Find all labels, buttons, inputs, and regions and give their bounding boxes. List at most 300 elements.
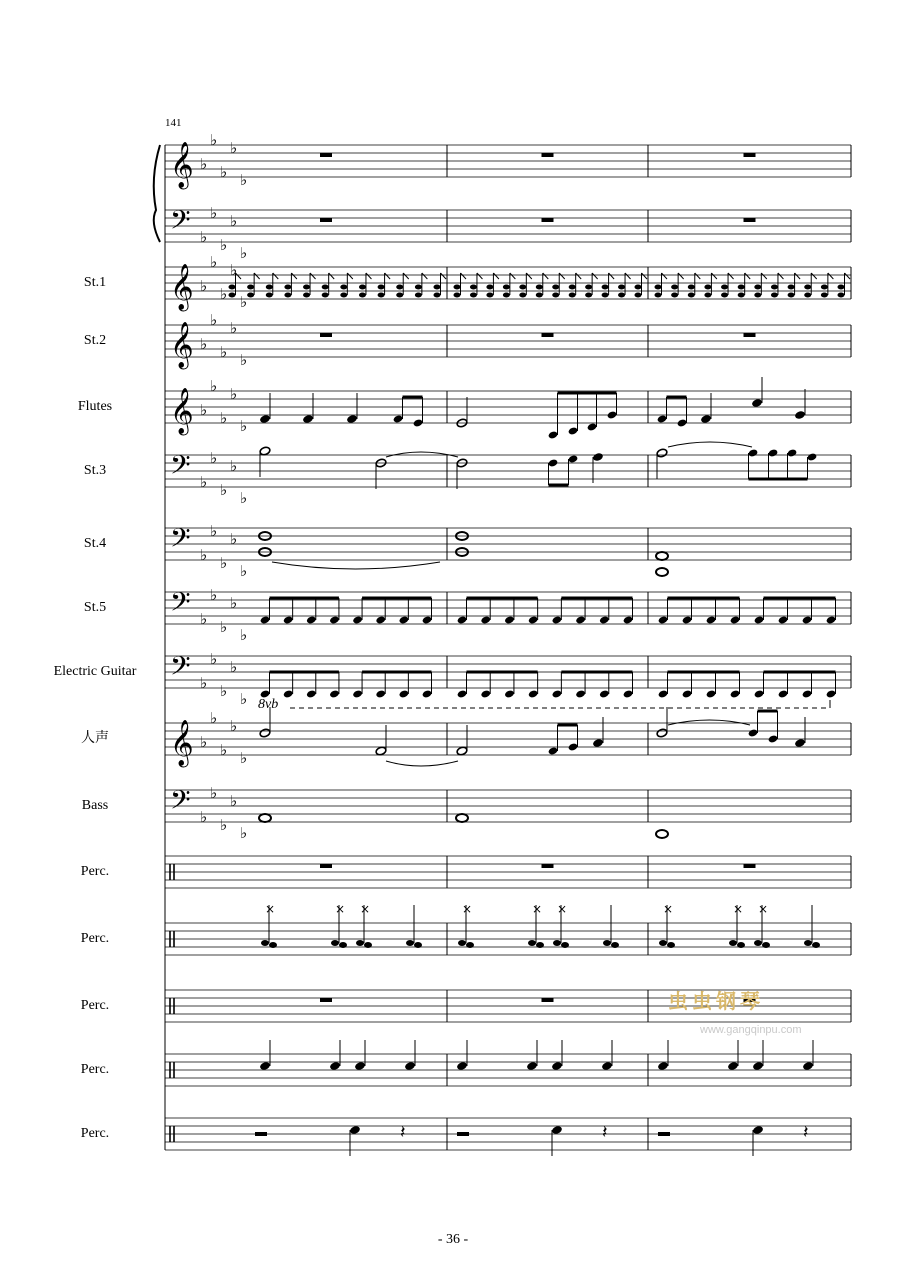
chord-note <box>470 293 477 298</box>
note-flag <box>778 273 784 279</box>
drum-note <box>331 940 339 946</box>
flat-sign: ♭ <box>200 277 208 295</box>
chord-note <box>655 293 662 298</box>
eighth-note <box>393 414 404 423</box>
quarter-note <box>456 1061 468 1071</box>
quarter-note <box>700 414 712 424</box>
flat-sign: ♭ <box>210 586 218 604</box>
chord-note <box>247 285 254 290</box>
flat-sign: ♭ <box>240 417 248 435</box>
note-flag <box>385 273 391 279</box>
note-flag <box>291 273 297 279</box>
tie <box>668 442 752 447</box>
quarter-rest: 𝄽 <box>400 1122 406 1143</box>
chord-note <box>704 293 711 298</box>
whole-rest <box>320 998 332 1002</box>
drum-note <box>261 940 269 946</box>
flat-sign: ♭ <box>210 311 218 329</box>
eighth-note <box>682 615 693 624</box>
drum-note <box>339 942 347 948</box>
chord-note <box>322 293 329 298</box>
note-flag <box>461 273 467 279</box>
cymbal-note: × <box>335 902 346 916</box>
eighth-note <box>528 689 539 698</box>
eighth-note <box>422 615 433 624</box>
cymbal-note: × <box>663 902 674 916</box>
note-flag <box>811 273 817 279</box>
quarter-note <box>551 1125 563 1135</box>
chord-note <box>738 285 745 290</box>
eighth-note <box>568 742 579 751</box>
whole-rest <box>542 153 554 157</box>
drum-note <box>406 940 414 946</box>
cymbal-note: × <box>733 902 744 916</box>
drum-note <box>269 942 277 948</box>
quarter-note <box>802 1061 814 1071</box>
drum-note <box>414 942 422 948</box>
instrument-label-perc5: Perc. <box>80 1126 110 1141</box>
chord-note <box>303 293 310 298</box>
eighth-note <box>623 689 634 698</box>
quarter-note <box>794 738 806 748</box>
note-flag <box>310 273 316 279</box>
eighth-note <box>730 689 741 698</box>
eighth-note <box>283 615 294 624</box>
eighth-note <box>802 615 813 624</box>
eighth-note <box>730 615 741 624</box>
chord-note <box>804 293 811 298</box>
note-flag <box>329 273 335 279</box>
eighth-note <box>778 615 789 624</box>
chord-note <box>284 285 291 290</box>
chord-note <box>359 285 366 290</box>
treble-clef: 𝄞 <box>170 720 194 766</box>
flat-sign: ♭ <box>200 610 208 628</box>
chord-note <box>396 293 403 298</box>
quarter-note <box>592 452 604 462</box>
chord-note <box>655 285 662 290</box>
flat-sign: ♭ <box>200 473 208 491</box>
quarter-note <box>551 1061 563 1071</box>
flat-sign: ♭ <box>230 261 238 279</box>
flat-sign: ♭ <box>200 546 208 564</box>
chord-note <box>284 293 291 298</box>
eighth-note <box>677 418 688 427</box>
bass-clef: 𝄢 <box>170 784 191 822</box>
chord-note <box>635 293 642 298</box>
cymbal-note: × <box>758 902 769 916</box>
quarter-note <box>751 398 763 408</box>
eighth-note <box>399 689 410 698</box>
flat-sign: ♭ <box>210 784 218 802</box>
whole-rest <box>320 153 332 157</box>
chord-note <box>688 285 695 290</box>
chord-note <box>434 285 441 290</box>
note-flag <box>510 273 516 279</box>
quarter-note <box>794 410 806 420</box>
eighth-note <box>306 615 317 624</box>
flat-sign: ♭ <box>210 449 218 467</box>
chord-note <box>503 293 510 298</box>
note-flag <box>526 273 532 279</box>
chord-note <box>771 285 778 290</box>
flat-sign: ♭ <box>210 650 218 668</box>
chord-note <box>229 293 236 298</box>
eighth-note <box>706 615 717 624</box>
bass-clef: 𝄢 <box>170 650 191 688</box>
drum-note <box>754 940 762 946</box>
chord-note <box>229 285 236 290</box>
chord-note <box>415 293 422 298</box>
flat-sign: ♭ <box>210 204 218 222</box>
flat-sign: ♭ <box>200 733 208 751</box>
chord-note <box>618 285 625 290</box>
tie <box>272 562 440 569</box>
chord-note <box>602 293 609 298</box>
eighth-note <box>352 689 363 698</box>
note-flag <box>273 273 279 279</box>
note-flag <box>543 273 549 279</box>
flat-sign: ♭ <box>240 824 248 842</box>
eighth-note <box>826 615 837 624</box>
note-flag <box>576 273 582 279</box>
chord-note <box>738 293 745 298</box>
eighth-note <box>375 615 386 624</box>
page-number: - 36 - <box>437 1232 469 1247</box>
flat-sign: ♭ <box>240 293 248 311</box>
chord-note <box>340 293 347 298</box>
flat-sign: ♭ <box>200 335 208 353</box>
whole-rest <box>542 333 554 337</box>
chord-note <box>754 285 761 290</box>
eighth-note <box>504 615 515 624</box>
half-note <box>656 448 668 458</box>
chord-note <box>635 285 642 290</box>
quarter-note <box>727 1061 739 1071</box>
note-flag <box>728 273 734 279</box>
flat-sign: ♭ <box>240 690 248 708</box>
bass-clef: 𝄢 <box>170 586 191 624</box>
eighth-note <box>568 426 579 435</box>
eighth-note <box>457 689 468 698</box>
whole-rest <box>744 333 756 337</box>
chord-note <box>838 293 845 298</box>
whole-rest <box>744 864 756 868</box>
note-flag <box>422 273 428 279</box>
instrument-label-st2: St.2 <box>83 333 107 348</box>
drum-note <box>458 940 466 946</box>
drum-note <box>611 942 619 948</box>
flat-sign: ♭ <box>210 253 218 271</box>
measure-number: 141 <box>165 117 182 129</box>
drum-note <box>804 940 812 946</box>
note-flag <box>609 273 615 279</box>
flat-sign: ♭ <box>210 377 218 395</box>
drum-note <box>737 942 745 948</box>
drum-note <box>603 940 611 946</box>
flat-sign: ♭ <box>210 709 218 727</box>
flat-sign: ♭ <box>210 522 218 540</box>
flat-sign: ♭ <box>220 816 228 834</box>
eighth-note <box>575 615 586 624</box>
flat-sign: ♭ <box>220 481 228 499</box>
eighth-note <box>306 689 317 698</box>
quarter-note <box>592 738 604 748</box>
quarter-note <box>657 1061 669 1071</box>
drum-note <box>536 942 544 948</box>
whole-note <box>656 830 668 838</box>
chord-note <box>771 293 778 298</box>
eighth-note <box>768 448 779 457</box>
flat-sign: ♭ <box>220 554 228 572</box>
chord-note <box>552 293 559 298</box>
eighth-note <box>826 689 837 698</box>
whole-rest <box>320 333 332 337</box>
chord-note <box>303 285 310 290</box>
chord-note <box>519 293 526 298</box>
quarter-note <box>259 414 271 424</box>
chord-note <box>266 293 273 298</box>
cymbal-note: × <box>532 902 543 916</box>
note-flag <box>845 273 851 279</box>
watermark-url: www.gangqinpu.com <box>700 1024 802 1036</box>
chord-note <box>602 285 609 290</box>
eighth-note <box>528 615 539 624</box>
chord-note <box>704 285 711 290</box>
eighth-note <box>787 448 798 457</box>
eighth-note <box>706 689 717 698</box>
eighth-note <box>352 615 363 624</box>
chord-note <box>552 285 559 290</box>
instrument-label-guitar: Electric Guitar <box>53 664 137 679</box>
half-note <box>259 446 271 456</box>
drum-note <box>528 940 536 946</box>
eighth-note <box>548 746 559 755</box>
instrument-label-st1: St.1 <box>83 275 107 290</box>
quarter-note <box>752 1061 764 1071</box>
instrument-label-flutes: Flutes <box>77 399 113 414</box>
eighth-note <box>587 422 598 431</box>
whole-rest <box>744 218 756 222</box>
chord-note <box>486 285 493 290</box>
flat-sign: ♭ <box>220 682 228 700</box>
flat-sign: ♭ <box>230 139 238 157</box>
drum-note <box>667 942 675 948</box>
treble-clef: 𝄞 <box>170 388 194 434</box>
cymbal-note: × <box>360 902 371 916</box>
drum-note <box>659 940 667 946</box>
eighth-note <box>575 689 586 698</box>
instrument-label-perc4: Perc. <box>80 1062 110 1077</box>
note-flag <box>403 273 409 279</box>
quarter-note <box>349 1125 361 1135</box>
half-rest <box>457 1132 469 1136</box>
chord-note <box>569 293 576 298</box>
note-flag <box>559 273 565 279</box>
flat-sign: ♭ <box>230 319 238 337</box>
chord-note <box>322 285 329 290</box>
instrument-label-st3: St.3 <box>83 463 107 478</box>
flat-sign: ♭ <box>240 244 248 262</box>
whole-rest <box>320 864 332 868</box>
flat-sign: ♭ <box>240 749 248 767</box>
bass-clef: 𝄢 <box>170 204 191 242</box>
eighth-note <box>283 689 294 698</box>
note-flag <box>493 273 499 279</box>
half-note <box>259 728 271 738</box>
eighth-note <box>599 689 610 698</box>
drum-note <box>356 940 364 946</box>
flat-sign: ♭ <box>230 792 238 810</box>
whole-rest <box>542 998 554 1002</box>
chord-note <box>804 285 811 290</box>
chord-note <box>519 285 526 290</box>
note-flag <box>761 273 767 279</box>
whole-rest <box>542 864 554 868</box>
eighth-note <box>754 615 765 624</box>
flat-sign: ♭ <box>240 489 248 507</box>
instrument-label-bass: Bass <box>81 798 109 813</box>
quarter-note <box>329 1061 341 1071</box>
instrument-label-st5: St.5 <box>83 600 107 615</box>
chord-note <box>585 293 592 298</box>
flat-sign: ♭ <box>240 171 248 189</box>
eighth-note <box>329 615 340 624</box>
flat-sign: ♭ <box>200 228 208 246</box>
half-rest <box>255 1132 267 1136</box>
chord-note <box>838 285 845 290</box>
note-flag <box>662 273 668 279</box>
eighth-note <box>748 448 759 457</box>
eighth-note <box>413 418 424 427</box>
note-flag <box>441 273 447 279</box>
chord-note <box>721 285 728 290</box>
eighth-note <box>504 689 515 698</box>
chord-note <box>536 293 543 298</box>
cymbal-note: × <box>265 902 276 916</box>
half-rest <box>658 1132 670 1136</box>
drum-note <box>364 942 372 948</box>
eighth-note <box>658 615 669 624</box>
note-flag <box>711 273 717 279</box>
chord-note <box>454 285 461 290</box>
whole-note <box>456 814 468 822</box>
eighth-note <box>607 410 618 419</box>
flat-sign: ♭ <box>230 530 238 548</box>
quarter-rest: 𝄽 <box>602 1122 608 1143</box>
chord-note <box>618 293 625 298</box>
flat-sign: ♭ <box>220 163 228 181</box>
chord-note <box>503 285 510 290</box>
eighth-note <box>548 430 559 439</box>
chord-note <box>671 293 678 298</box>
flat-sign: ♭ <box>200 808 208 826</box>
eighth-note <box>399 615 410 624</box>
note-flag <box>678 273 684 279</box>
eighth-note <box>754 689 765 698</box>
flat-sign: ♭ <box>240 626 248 644</box>
cymbal-note: × <box>462 902 473 916</box>
ottava-label: 8vb <box>258 697 279 712</box>
eighth-note <box>548 458 559 467</box>
eighth-note <box>480 615 491 624</box>
drum-note <box>553 940 561 946</box>
tie <box>386 761 458 766</box>
treble-clef: 𝄞 <box>170 142 194 188</box>
chord-note <box>378 285 385 290</box>
whole-rest <box>320 218 332 222</box>
note-flag <box>592 273 598 279</box>
note-flag <box>625 273 631 279</box>
eighth-note <box>375 689 386 698</box>
chord-note <box>470 285 477 290</box>
eighth-note <box>329 689 340 698</box>
chord-note <box>821 285 828 290</box>
chord-note <box>688 293 695 298</box>
flat-sign: ♭ <box>220 409 228 427</box>
half-note <box>375 746 387 756</box>
flat-sign: ♭ <box>220 741 228 759</box>
quarter-note <box>752 1125 764 1135</box>
note-flag <box>347 273 353 279</box>
note-flag <box>254 273 259 279</box>
chord-note <box>266 285 273 290</box>
quarter-note <box>404 1061 416 1071</box>
grand-staff-brace <box>154 145 160 242</box>
chord-note <box>721 293 728 298</box>
chord-note <box>754 293 761 298</box>
chord-note <box>359 293 366 298</box>
whole-note <box>656 568 668 576</box>
note-flag <box>828 273 834 279</box>
note-flag <box>795 273 801 279</box>
bass-clef: 𝄢 <box>170 449 191 487</box>
half-note <box>456 746 468 756</box>
flat-sign: ♭ <box>230 594 238 612</box>
eighth-note <box>657 414 668 423</box>
quarter-note <box>526 1061 538 1071</box>
quarter-note <box>302 414 314 424</box>
eighth-note <box>260 615 271 624</box>
eighth-note <box>599 615 610 624</box>
quarter-rest: 𝄽 <box>803 1122 809 1143</box>
cymbal-note: × <box>557 902 568 916</box>
eighth-note <box>552 689 563 698</box>
flat-sign: ♭ <box>230 658 238 676</box>
chord-note <box>821 293 828 298</box>
chord-note <box>434 293 441 298</box>
flat-sign: ♭ <box>220 285 228 303</box>
flat-sign: ♭ <box>200 401 208 419</box>
flat-sign: ♭ <box>240 351 248 369</box>
eighth-note <box>568 454 579 463</box>
treble-clef: 𝄞 <box>170 322 194 368</box>
instrument-label-voice: 人声 <box>81 731 109 746</box>
quarter-note <box>354 1061 366 1071</box>
whole-note <box>656 552 668 560</box>
quarter-note <box>259 1061 271 1071</box>
whole-rest <box>542 218 554 222</box>
tie <box>668 720 750 725</box>
note-flag <box>745 273 751 279</box>
flat-sign: ♭ <box>220 343 228 361</box>
chord-note <box>486 293 493 298</box>
drum-note <box>812 942 820 948</box>
chord-note <box>378 293 385 298</box>
note-flag <box>477 273 483 279</box>
note-flag <box>366 273 372 279</box>
instrument-label-st4: St.4 <box>83 536 107 551</box>
